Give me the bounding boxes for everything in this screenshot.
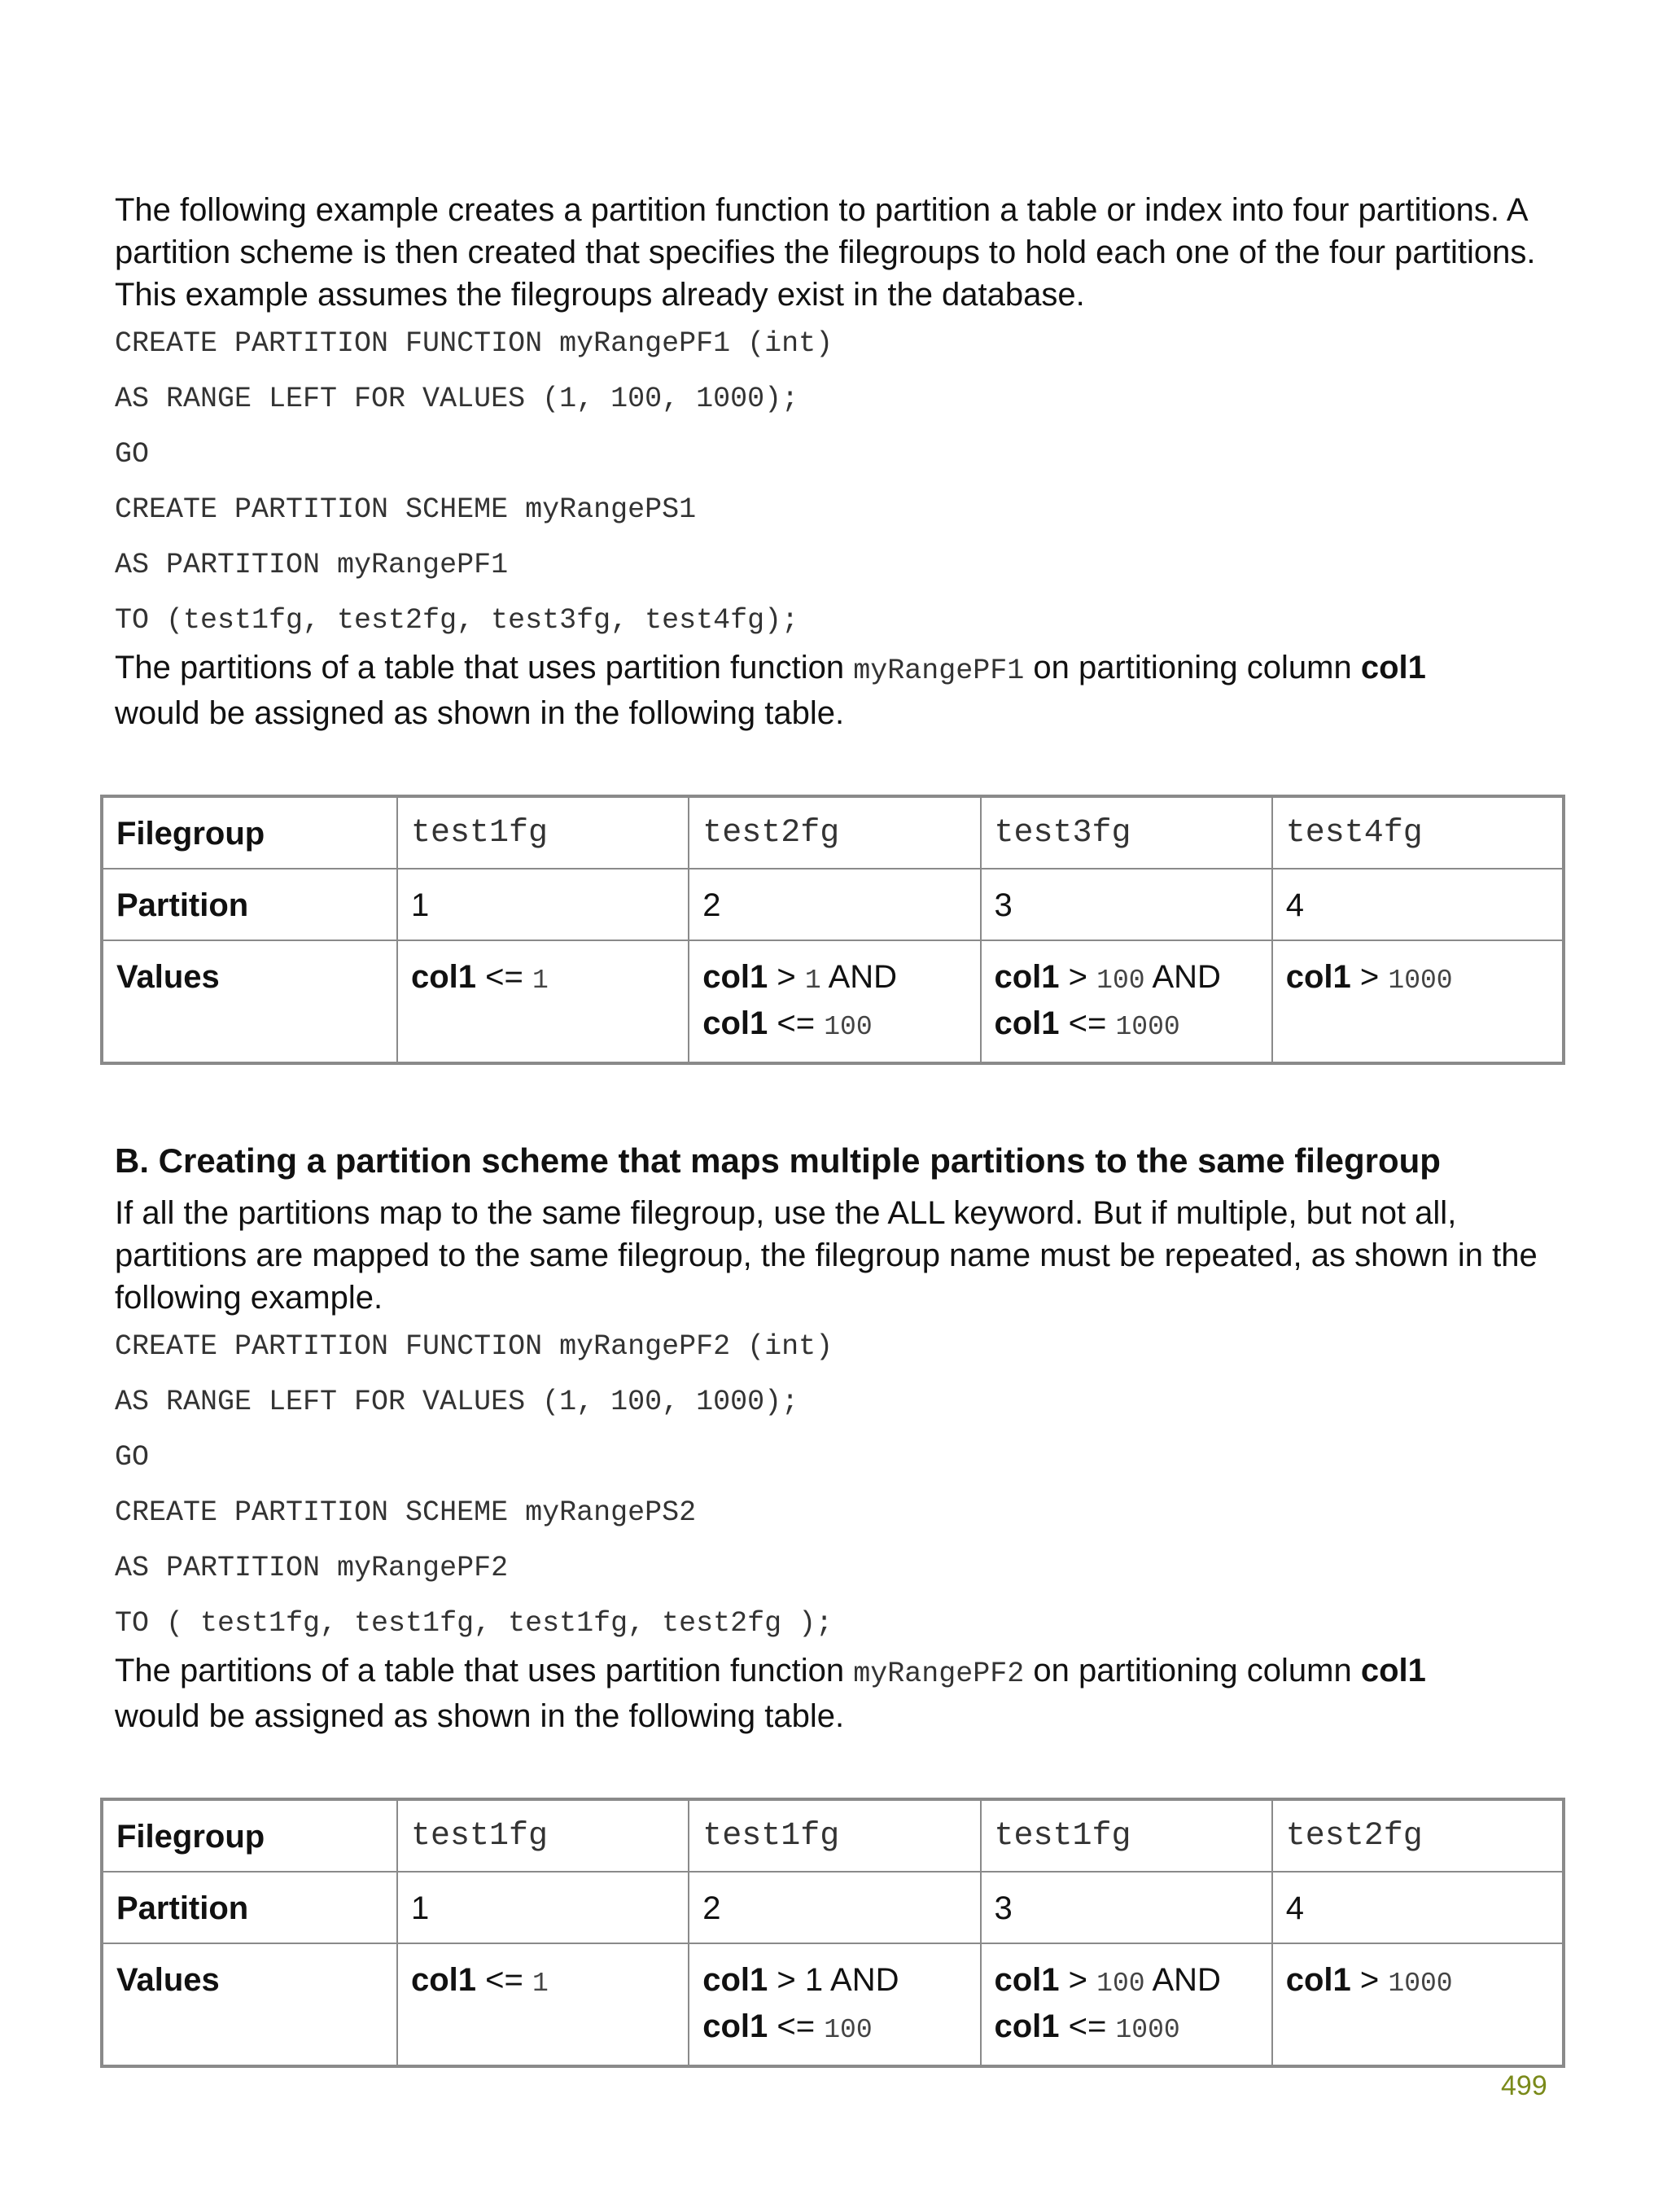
filegroup-cell: test1fg	[689, 1799, 980, 1872]
code-line: CREATE PARTITION SCHEME myRangePS2	[115, 1496, 697, 1529]
boundary-value: 1	[532, 1969, 549, 1999]
operator: >	[1059, 1962, 1097, 1998]
column-name: col1	[702, 959, 768, 995]
filegroup-cell: test1fg	[981, 1799, 1272, 1872]
column-name: col1	[411, 1962, 477, 1998]
partition-cell: 2	[689, 869, 980, 940]
section-b-intro: If all the partitions map to the same filegroup, use the ALL keyword. But if multiple, but not all, partitions are mapped to the same filegroup, the filegroup name must be repeated, as shown in the following example.	[115, 1195, 1538, 1316]
boundary-value: 1000	[1388, 966, 1453, 996]
operator: <=	[476, 1962, 532, 1998]
partition-cell: 4	[1272, 1872, 1564, 1943]
text-run: on partitioning column	[1024, 1653, 1361, 1689]
code-line: CREATE PARTITION FUNCTION myRangePF2 (int)	[115, 1330, 834, 1363]
filegroup-cell: test2fg	[1272, 1799, 1564, 1872]
table-row	[102, 796, 1564, 869]
code-line: AS PARTITION myRangePF2	[115, 1552, 509, 1584]
operator: <=	[1059, 2008, 1116, 2044]
filegroup-cell: test2fg	[689, 796, 980, 869]
values-cell	[981, 1943, 1272, 2066]
partition-cell: 4	[1272, 869, 1564, 940]
column-name: col1	[994, 1005, 1060, 1041]
boundary-value: 1	[532, 966, 549, 996]
column-name: col1	[1285, 959, 1351, 995]
boundary-value: 100	[824, 2015, 873, 2045]
code-block-a	[115, 327, 1564, 640]
code-line: AS PARTITION myRangePF1	[115, 549, 509, 581]
values-cell	[689, 1943, 980, 2066]
text-run: would be assigned as shown in the following table.	[115, 695, 845, 731]
boundary-value: 100	[1096, 1969, 1145, 1999]
code-line: AS RANGE LEFT FOR VALUES (1, 100, 1000);	[115, 1386, 799, 1418]
partition-table-b	[100, 1798, 1565, 2068]
row-header: Partition	[102, 869, 397, 940]
inline-code: myRangePF2	[853, 1658, 1025, 1690]
and-keyword: AND	[1144, 1962, 1221, 1998]
code-block-b	[115, 1330, 1564, 1643]
bold-column-name: col1	[1360, 1653, 1426, 1689]
operator: <=	[1059, 1005, 1116, 1041]
operator: >	[1059, 959, 1097, 995]
values-cell	[981, 940, 1272, 1063]
values-cell	[689, 940, 980, 1063]
values-cell	[1272, 1943, 1564, 2066]
boundary-value: 1000	[1115, 2015, 1180, 2045]
row-header: Values	[102, 940, 397, 1063]
row-header: Filegroup	[102, 796, 397, 869]
boundary-value: 100	[824, 1012, 873, 1042]
and-keyword: AND	[823, 1962, 899, 1998]
column-name: col1	[994, 2008, 1060, 2044]
boundary-value: 1000	[1115, 1012, 1180, 1042]
operator: >	[768, 959, 805, 995]
text-run: on partitioning column	[1024, 650, 1361, 686]
partition-cell: 3	[981, 1872, 1272, 1943]
column-name: col1	[702, 1005, 768, 1041]
table-row	[102, 1872, 1564, 1943]
filegroup-cell: test1fg	[397, 1799, 689, 1872]
code-line: AS RANGE LEFT FOR VALUES (1, 100, 1000);	[115, 383, 799, 415]
code-line: TO ( test1fg, test1fg, test1fg, test2fg );	[115, 1607, 834, 1640]
code-line: CREATE PARTITION SCHEME myRangePS1	[115, 493, 697, 526]
page-number: 499	[1501, 2070, 1547, 2101]
filegroup-cell: test1fg	[397, 796, 689, 869]
bold-column-name: col1	[1360, 650, 1426, 686]
values-cell	[397, 940, 689, 1063]
partition-cell: 1	[397, 1872, 689, 1943]
filegroup-cell: test4fg	[1272, 796, 1564, 869]
intro-paragraph: The following example creates a partition function to partition a table or index into four partitions. A partition scheme is then created that specifies the filegroups to hold each one of the four partitions. This example assumes the filegroups already exist in the database.	[115, 192, 1536, 313]
partition-cell: 1	[397, 869, 689, 940]
table-row	[102, 1943, 1564, 2066]
page-content	[115, 189, 1564, 2068]
column-name: col1	[702, 1962, 768, 1998]
column-name: col1	[411, 959, 477, 995]
operator: <=	[768, 2008, 825, 2044]
text-run: The partitions of a table that uses partition function	[115, 1653, 854, 1689]
column-name: col1	[1285, 1962, 1351, 1998]
table-a-description	[115, 646, 1564, 734]
partition-table-a	[100, 795, 1565, 1065]
table-b-description	[115, 1649, 1564, 1737]
values-cell	[1272, 940, 1564, 1063]
boundary-value: 1000	[1388, 1969, 1453, 1999]
partition-cell: 3	[981, 869, 1272, 940]
values-cell	[397, 1943, 689, 2066]
code-line: TO (test1fg, test2fg, test3fg, test4fg);	[115, 604, 799, 637]
operator: >	[1350, 959, 1389, 995]
column-name: col1	[994, 1962, 1060, 1998]
and-keyword: AND	[1144, 959, 1221, 995]
operator: > 1	[768, 1962, 824, 1998]
table-row	[102, 1799, 1564, 1872]
code-line: GO	[115, 1441, 150, 1474]
code-line: CREATE PARTITION FUNCTION myRangePF1 (int)	[115, 327, 834, 360]
table-row	[102, 869, 1564, 940]
operator: <=	[768, 1005, 825, 1041]
operator: >	[1350, 1962, 1389, 1998]
row-header: Partition	[102, 1872, 397, 1943]
row-header: Filegroup	[102, 1799, 397, 1872]
boundary-value: 100	[1096, 966, 1145, 996]
and-keyword: AND	[820, 959, 898, 995]
table-row	[102, 940, 1564, 1063]
boundary-value: 1	[804, 966, 821, 996]
partition-cell: 2	[689, 1872, 980, 1943]
code-line: GO	[115, 438, 150, 471]
text-run: would be assigned as shown in the following table.	[115, 1698, 845, 1734]
operator: <=	[476, 959, 532, 995]
filegroup-cell: test3fg	[981, 796, 1272, 869]
inline-code: myRangePF1	[853, 655, 1025, 687]
column-name: col1	[994, 959, 1060, 995]
row-header: Values	[102, 1943, 397, 2066]
text-run: The partitions of a table that uses partition function	[115, 650, 854, 686]
column-name: col1	[702, 2008, 768, 2044]
section-heading-b: B. Creating a partition scheme that maps multiple partitions to the same filegroup	[115, 1141, 1441, 1180]
